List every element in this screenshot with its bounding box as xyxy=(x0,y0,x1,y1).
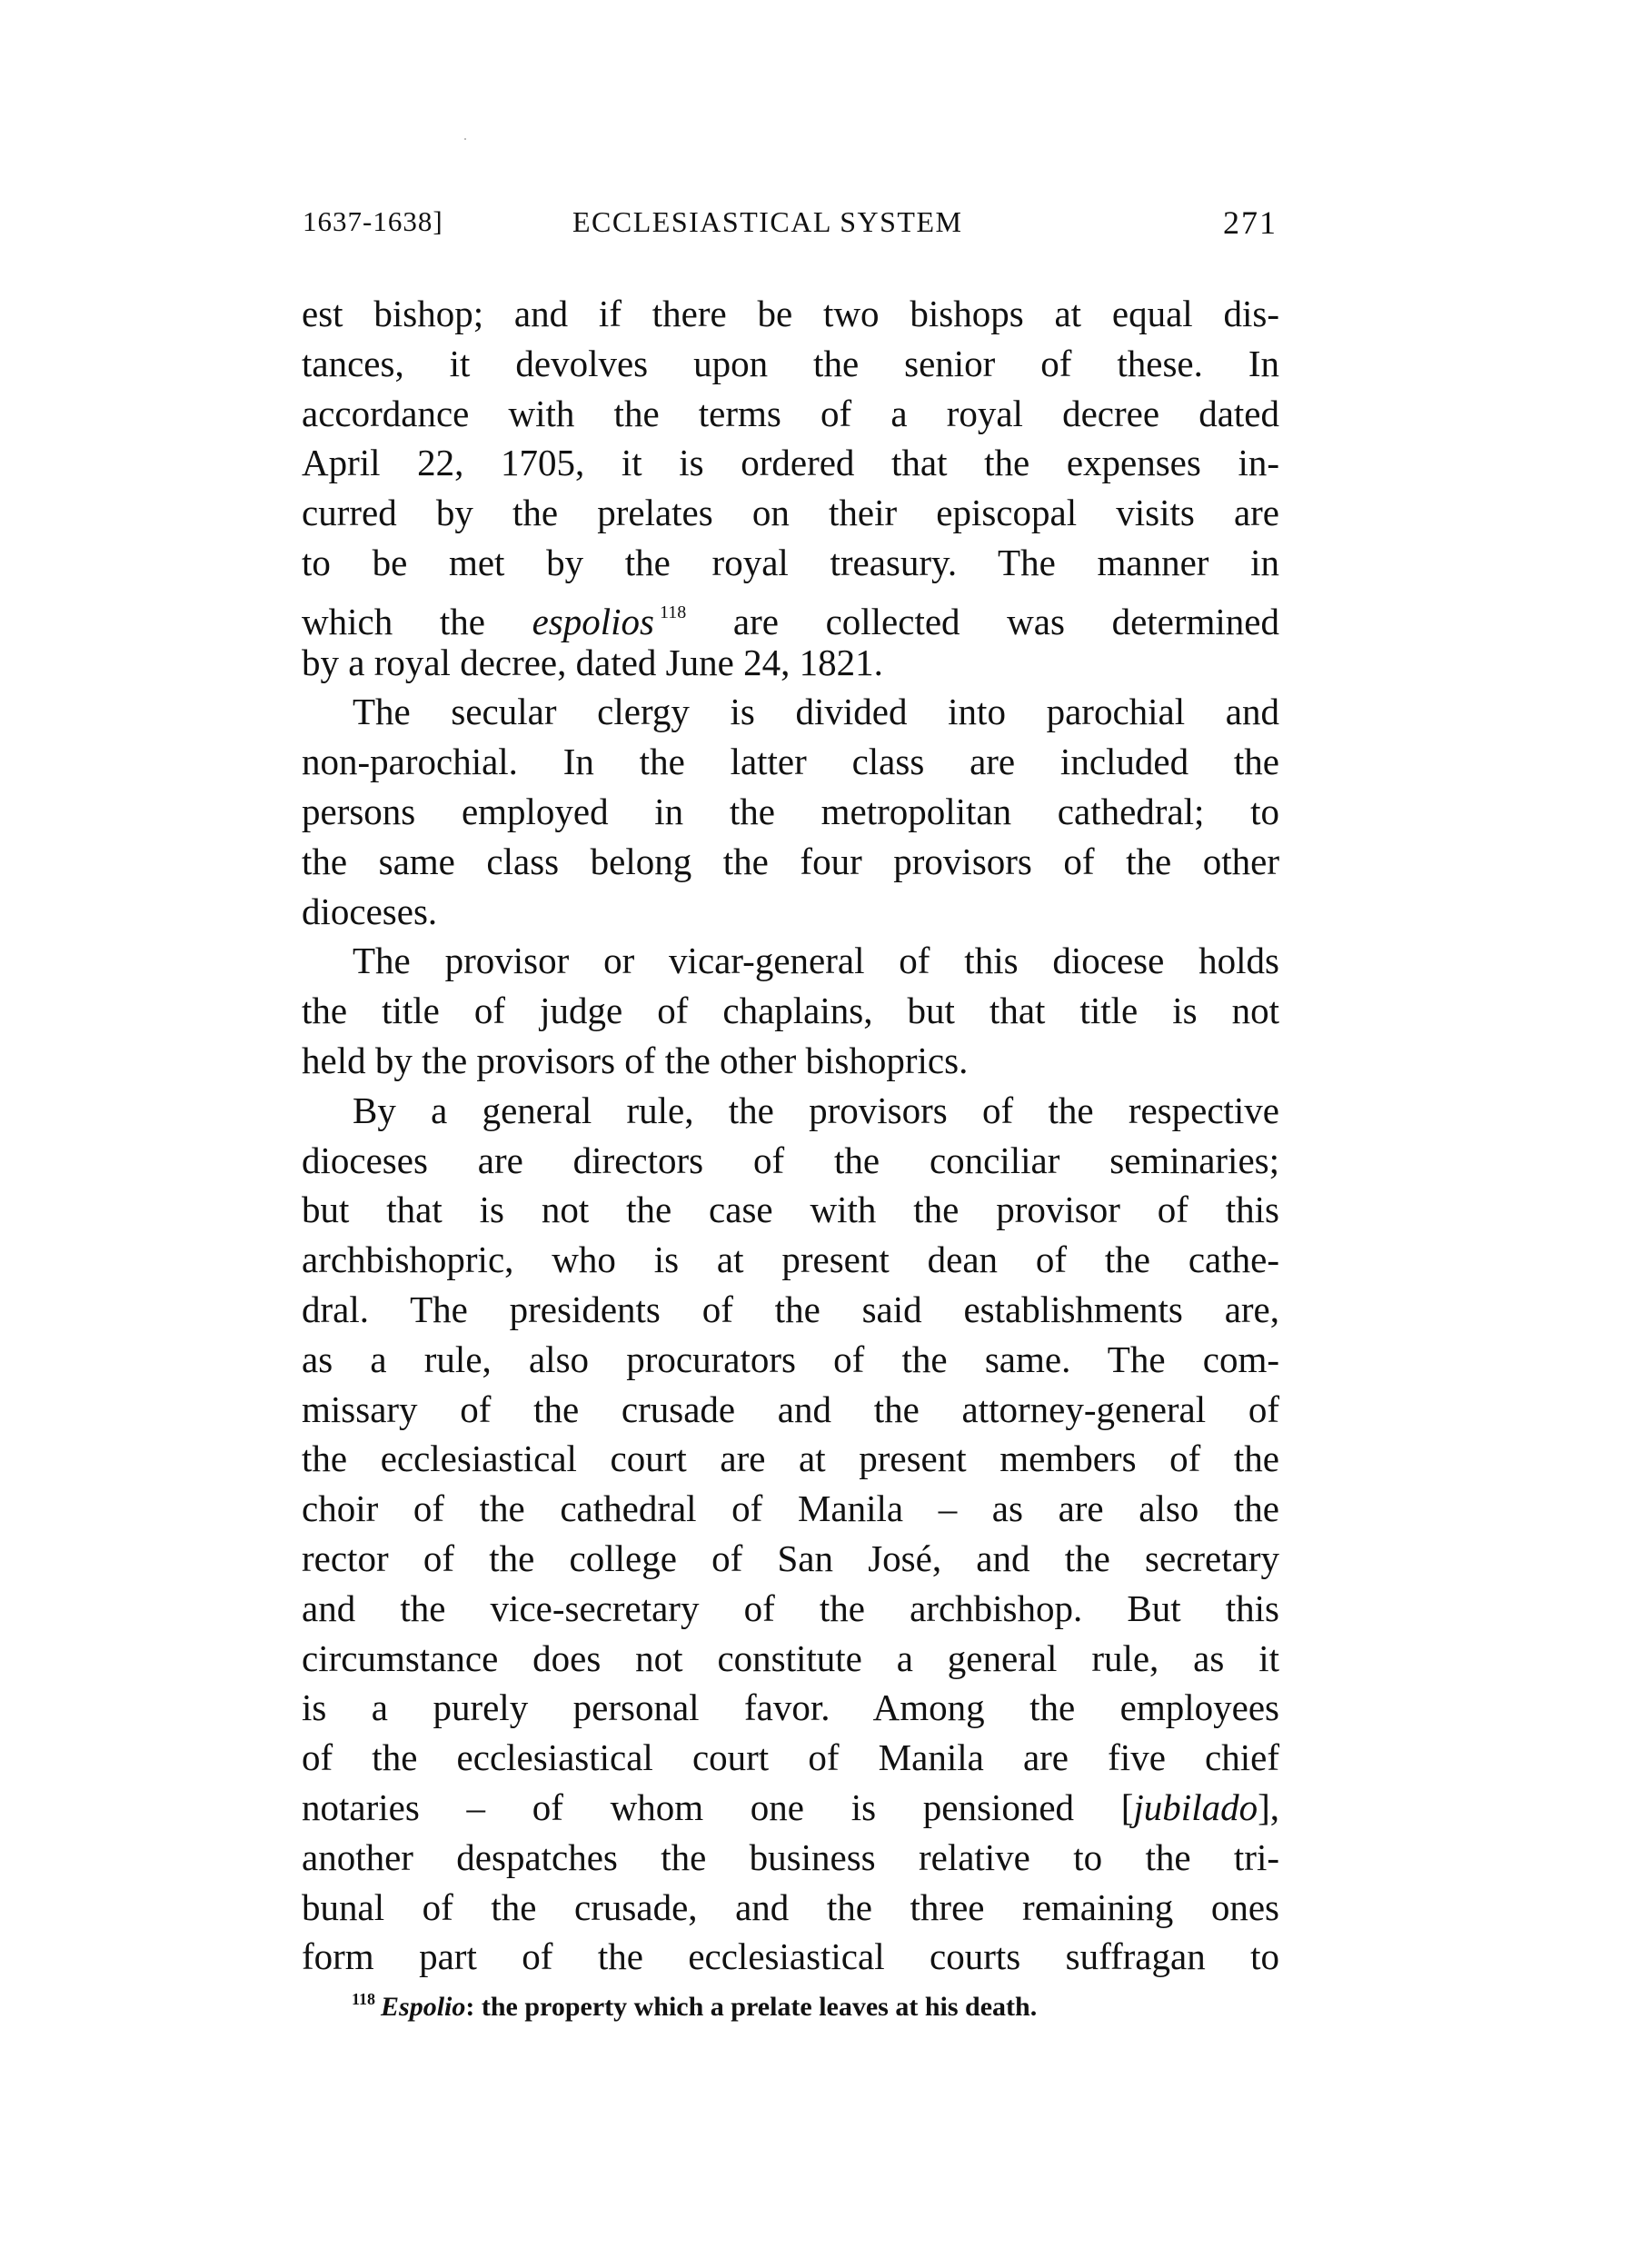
text-line: dral. The presidents of the said establishments are, xyxy=(302,1288,1279,1330)
text-line: of the ecclesiastical court of Manila are five chief xyxy=(302,1736,1279,1779)
footnote-term: Espolio xyxy=(381,1992,466,2022)
footnote-text: : the property which a prelate leaves at his death. xyxy=(465,1992,1038,2022)
paragraph-start-line: The provisor or vicar-general of this diocese holds xyxy=(353,940,1279,982)
text-line: archbishopric, who is at present dean of the cathe- xyxy=(302,1238,1279,1281)
text-line: to be met by the royal treasury. The manner in xyxy=(302,541,1279,583)
text-line: the ecclesiastical court are at present members of the xyxy=(302,1437,1279,1480)
text-line: est bishop; and if there be two bishops at equal dis- xyxy=(302,293,1279,334)
page-number: 271 xyxy=(1223,204,1278,241)
text-line: missary of the crusade and the attorney-general of xyxy=(302,1388,1279,1430)
italic-term-jubilado: jubilado xyxy=(1133,1786,1258,1828)
italic-term-espolios: espolios xyxy=(532,600,654,642)
text-line: April 22, 1705, it is ordered that the expenses in- xyxy=(302,442,1279,484)
text-line: non-parochial. In the latter class are included the xyxy=(302,741,1279,783)
footnote-marker: 118 xyxy=(352,1990,376,2008)
text-line: as a rule, also procurators of the same. The com- xyxy=(302,1338,1279,1380)
text-line: accordance with the terms of a royal decree dated xyxy=(302,392,1279,434)
text-line: tances, it devolves upon the senior of these. In xyxy=(302,342,1279,384)
running-head-years: 1637-1638] xyxy=(303,205,443,237)
footnote-reference[interactable]: 118 xyxy=(659,602,687,622)
running-head xyxy=(303,198,1279,244)
text-line: form part of the ecclesiastical courts suffragan to xyxy=(302,1935,1279,1978)
paragraph-start-line: The secular clergy is divided into parochial and xyxy=(353,691,1279,733)
text-line: persons employed in the metropolitan cathedral; to xyxy=(302,790,1279,832)
text-line: and the vice-secretary of the archbishop. But this xyxy=(302,1587,1279,1629)
scan-speck xyxy=(464,138,466,140)
text-line: curred by the prelates on their episcopal visits are xyxy=(302,492,1279,534)
text-line: dioceses. xyxy=(302,890,438,932)
text-line: dioceses are directors of the conciliar seminaries; xyxy=(302,1139,1279,1181)
body-text xyxy=(302,289,1279,1982)
text-line: but that is not the case with the provisor of this xyxy=(302,1189,1279,1231)
text-line: another despatches the business relative to the tri- xyxy=(302,1835,1279,1878)
text-line: the title of judge of chaplains, but that title is not xyxy=(302,990,1279,1032)
text-line: which the espolios $^{118}$ are collected was determined xyxy=(302,600,1279,642)
footnote xyxy=(352,1990,1278,2023)
running-head-title: ECCLESIASTICAL SYSTEM xyxy=(572,205,963,238)
text-line: the same class belong the four provisors of the other xyxy=(302,840,1279,882)
text-line: notaries – of whom one is pensioned [jubilado], xyxy=(302,1786,1279,1828)
text-line: by a royal decree, dated June 24, 1821. xyxy=(302,641,883,683)
text-line: held by the provisors of the other bishoprics. xyxy=(302,1039,969,1081)
text-line: is a purely personal favor. Among the employees xyxy=(302,1686,1279,1729)
text-line: circumstance does not constitute a general rule, as it xyxy=(302,1636,1279,1679)
text-line: choir of the cathedral of Manila – as are also the xyxy=(302,1487,1279,1530)
paragraph-start-line: By a general rule, the provisors of the respective xyxy=(353,1089,1279,1131)
text-line: bunal of the crusade, and the three remaining ones xyxy=(302,1885,1279,1928)
text-line: rector of the college of San José, and the secretary xyxy=(302,1537,1279,1579)
